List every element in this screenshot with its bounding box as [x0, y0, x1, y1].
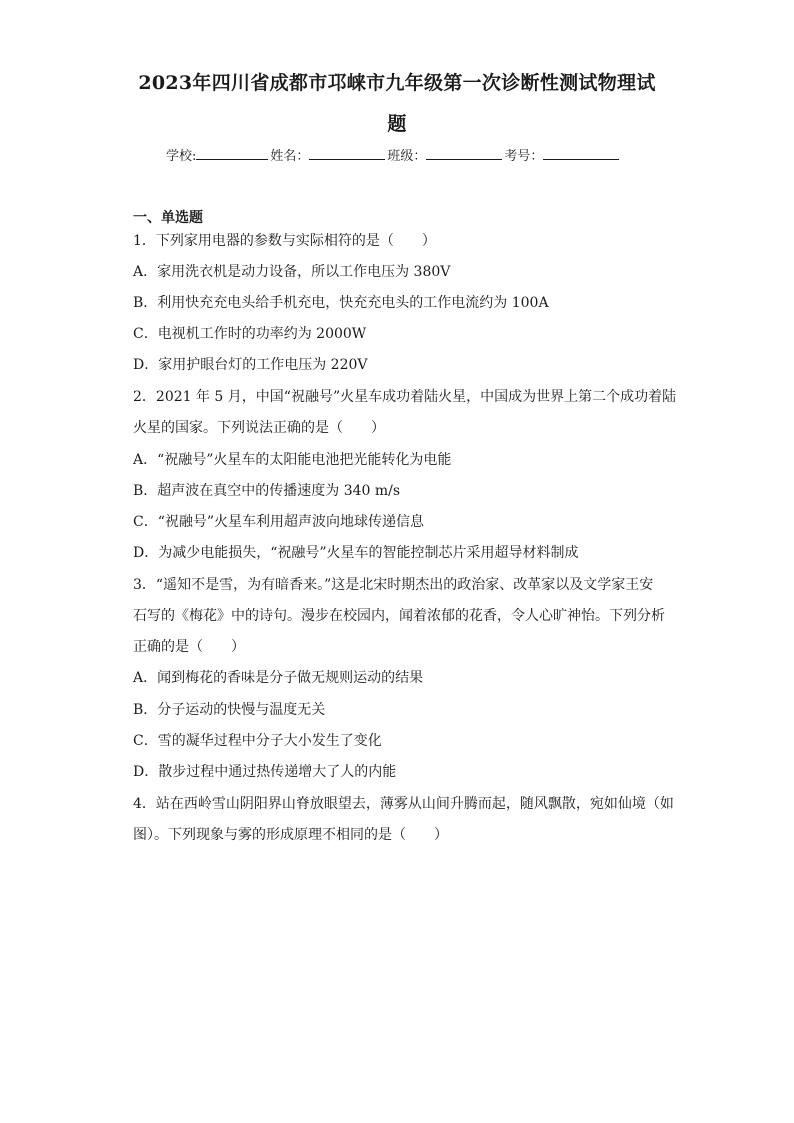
q2-option-a: A．“祝融号”火星车的太阳能电池把光能转化为电能 [133, 452, 452, 468]
name-label: 姓名： [270, 149, 310, 164]
q1-option-b: B．利用快充充电头给手机充电，快充充电头的工作电流约为 100A [133, 295, 549, 311]
q3-stem-line-2: 石写的《梅花》中的诗句。漫步在校园内，闻着浓郁的花香，令人心旷神怡。下列分析 [133, 608, 665, 624]
exam-number-blank [543, 146, 619, 160]
school-blank [196, 146, 268, 160]
q2-stem-line-2: 火星的国家。下列说法正确的是（ ） [133, 420, 385, 436]
q1-option-c: C．电视机工作时的功率约为 2000W [133, 326, 367, 342]
document-title-line-2: 题 [387, 113, 407, 135]
q2-option-c: C．“祝融号”火星车利用超声波向地球传递信息 [133, 514, 425, 530]
class-label: 班级： [387, 149, 427, 164]
q2-stem-line-1: 2．2021 年 5 月，中国“祝融号”火星车成功着陆火星，中国成为世界上第二个成功着陆 [133, 389, 677, 405]
q3-stem-line-3: 正确的是（ ） [133, 639, 245, 655]
q2-option-b: B．超声波在真空中的传播速度为 340 m/s [133, 483, 401, 499]
q4-stem-line-2: 图）。下列现象与雾的形成原理不相同的是（ ） [133, 827, 448, 843]
q3-option-c: C．雪的凝华过程中分子大小发生了变化 [133, 733, 382, 749]
q1-option-a: A．家用洗衣机是动力设备，所以工作电压为 380V [133, 264, 451, 280]
exam-number-label: 考号： [504, 149, 544, 164]
document-title-line-1: 2023年四川省成都市邛崃市九年级第一次诊断性测试物理试 [138, 72, 656, 94]
section-heading: 一、单选题 [133, 210, 203, 226]
q1-option-d: D．家用护眼台灯的工作电压为 220V [133, 357, 368, 373]
q3-option-d: D．散步过程中通过热传递增大了人的内能 [133, 764, 397, 780]
name-blank [309, 146, 385, 160]
q2-option-d: D．为减少电能损失，“祝融号”火星车的智能控制芯片采用超导材料制成 [133, 545, 579, 561]
school-label: 学校: [166, 149, 197, 164]
class-blank [426, 146, 502, 160]
student-info-line [166, 145, 621, 164]
q3-stem-line-1: 3．“遥知不是雪，为有暗香来。”这是北宋时期杰出的政治家、改革家以及文学家王安 [133, 577, 654, 593]
q1-stem: 1．下列家用电器的参数与实际相符的是（ ） [133, 233, 436, 249]
q3-option-a: A．闻到梅花的香味是分子做无规则运动的结果 [133, 670, 424, 686]
q4-stem-line-1: 4．站在西岭雪山阴阳界山脊放眼望去，薄雾从山间升腾而起，随风飘散，宛如仙境（如 [133, 796, 674, 812]
q3-option-b: B．分子运动的快慢与温度无关 [133, 702, 326, 718]
